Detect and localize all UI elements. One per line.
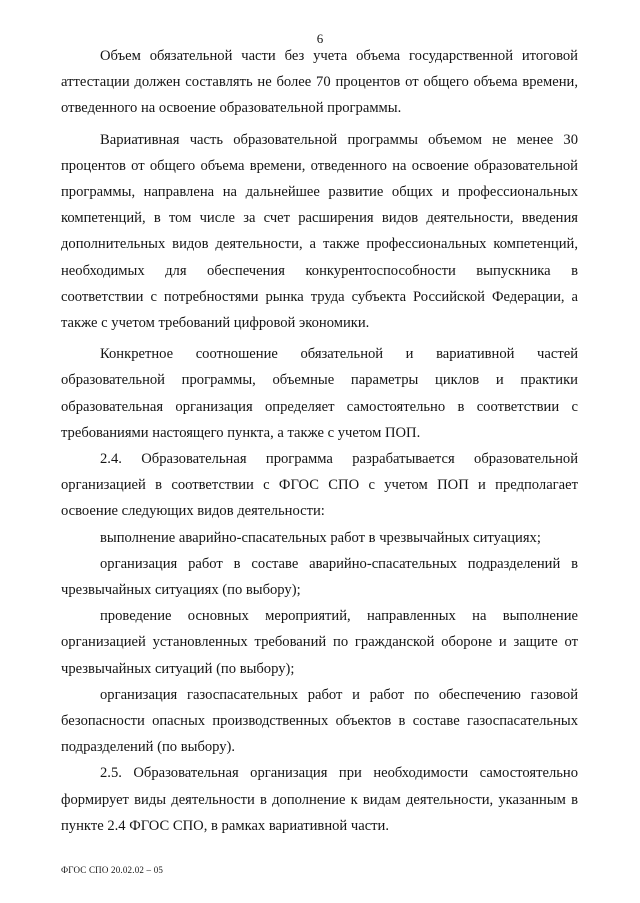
activity-item-civil-defense: проведение основных мероприятий, направленных на выполнение организацией установленных требований по гражданской обороне и защите от чрезвычайных ситуаций (по выбору);: [61, 608, 578, 677]
page-number: 6: [316, 31, 324, 46]
paragraph-mandatory-part-volume: Объем обязательной части без учета объема государственной итоговой аттестации должен составлять не более 70 процентов от общего объема времени, отведенного на освоение образовательной программы.: [61, 48, 578, 117]
paragraph-section-2-4: 2.4. Образовательная программа разрабатывается образовательной организацией в соответствии с ФГОС СПО с учетом ПОП и предполагает освоение следующих видов деятельности:: [61, 451, 578, 520]
activity-item-rescue-operations: выполнение аварийно-спасательных работ в чрезвычайных ситуациях;: [100, 529, 541, 546]
footer-standard-code: ФГОС СПО 20.02.02 – 05: [61, 865, 164, 875]
paragraph-variable-part: Вариативная часть образовательной программы объемом не менее 30 процентов от общего объема времени, отведенного на освоение образовательной программы, направлена на дальнейшее развитие общих и профессиональных компетенций, в том числе за счет расширения видов деятельности, введения дополнительных видов деятельности, а также профессиональных компетенций, необходимых для обеспечения конкурентоспособности выпускника в соответствии с потребностями рынка труда субъекта Российской Федерации, а также с учетом требований цифровой экономики.: [61, 131, 578, 332]
document-body: [61, 43, 578, 839]
activity-item-gas-rescue: организация газоспасательных работ и работ по обеспечению газовой безопасности опасных производственных объектов в составе газоспасательных подразделений (по выбору).: [61, 686, 578, 756]
activity-item-rescue-units-organization: организация работ в составе аварийно-спасательных подразделений в чрезвычайных ситуациях (по выбору);: [61, 555, 578, 599]
paragraph-section-2-5: 2.5. Образовательная организация при необходимости самостоятельно формирует виды деятельности в дополнение к видам деятельности, указанным в пункте 2.4 ФГОС СПО, в рамках вариативной части.: [61, 765, 578, 834]
paragraph-parts-ratio: Конкретное соотношение обязательной и вариативной частей образовательной программы, объемные параметры циклов и практики образовательная организация определяет самостоятельно в соответствии с требованиями настоящего пункта, а также с учетом ПОП.: [61, 346, 578, 441]
